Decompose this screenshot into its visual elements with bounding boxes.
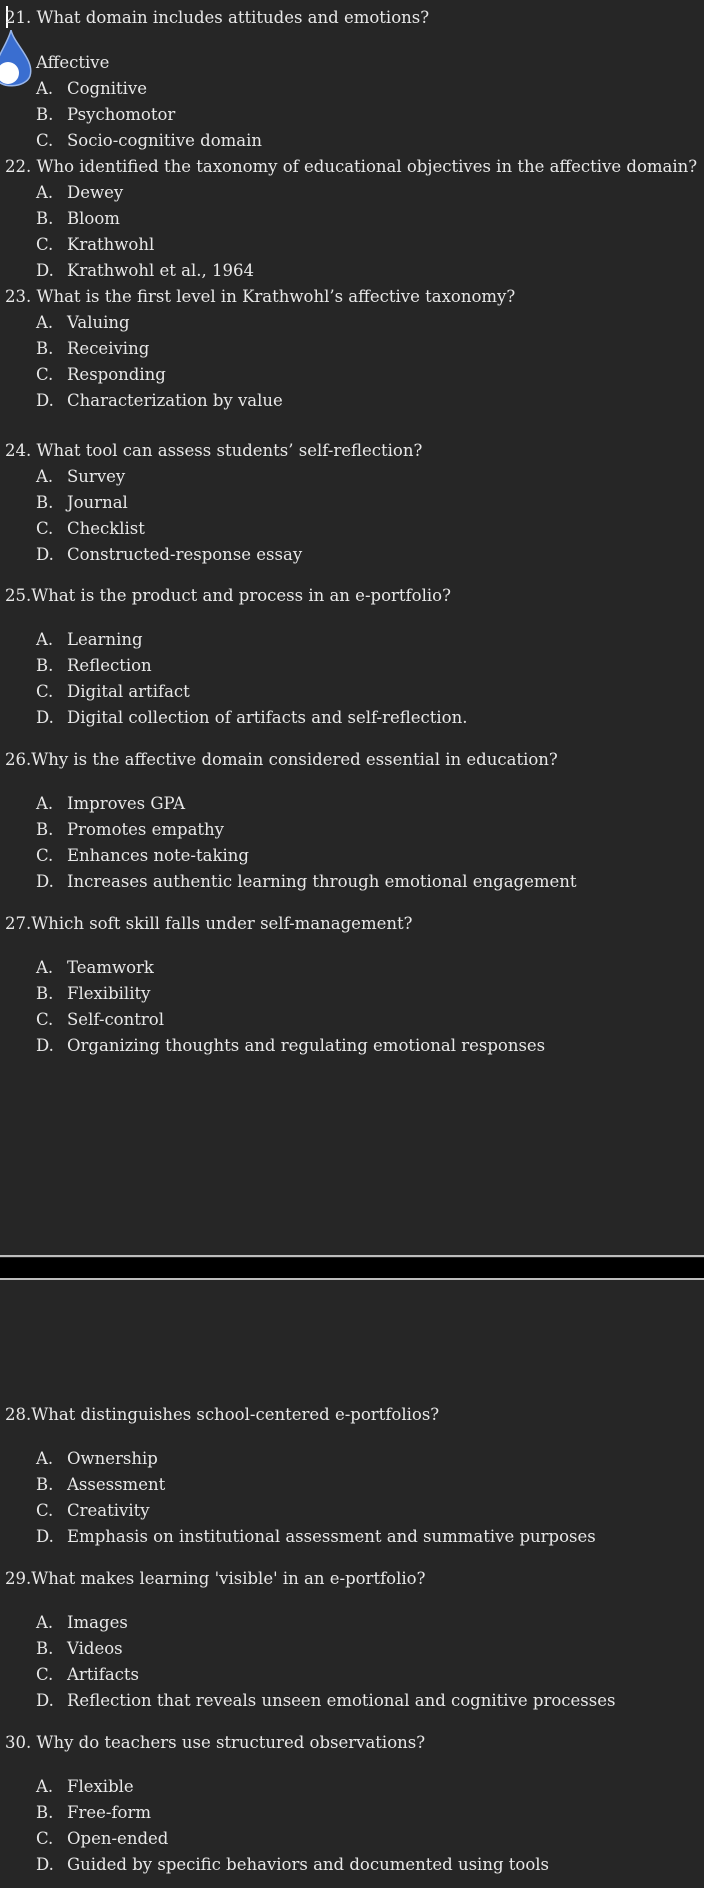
option-a: A. Improves GPA	[36, 794, 186, 813]
option-a: A. Ownership	[36, 1449, 158, 1468]
answer-text: Affective	[36, 53, 110, 72]
option-d: D. Emphasis on institutional assessment and summative purposes	[36, 1527, 596, 1546]
option-a: A. Teamwork	[36, 958, 154, 977]
question-29: 29.What makes learning 'visible' in an e-portfolio?	[5, 1569, 426, 1588]
option-d: D. Characterization by value	[36, 391, 283, 410]
option-c: C. Responding	[36, 365, 166, 384]
question-30: 30. Why do teachers use structured observations?	[5, 1733, 426, 1752]
option-a: A. Cognitive	[36, 79, 148, 98]
option-d: D. Increases authentic learning through emotional engagement	[36, 872, 577, 891]
question-21: 21. What domain includes attitudes and emotions?	[5, 8, 430, 27]
question-24: 24. What tool can assess students’ self-reflection?	[5, 441, 423, 460]
option-d: D. Reflection that reveals unseen emotional and cognitive processes	[36, 1691, 616, 1710]
option-d: D. Guided by specific behaviors and documented using tools	[36, 1855, 549, 1874]
option-a: A. Flexible	[36, 1777, 134, 1796]
page-break-edge	[0, 1278, 704, 1280]
question-23: 23. What is the first level in Krathwohl’s affective taxonomy?	[5, 287, 516, 306]
option-c: C. Socio-cognitive domain	[36, 131, 263, 150]
question-28: 28.What distinguishes school-centered e-portfolios?	[5, 1405, 440, 1424]
option-c: C. Self-control	[36, 1010, 164, 1029]
question-25: 25.What is the product and process in an e-portfolio?	[5, 586, 451, 605]
option-c: C. Enhances note-taking	[36, 846, 249, 865]
option-b: B. Videos	[36, 1639, 123, 1658]
page-break	[0, 1258, 704, 1278]
selection-handle-icon[interactable]	[0, 30, 36, 92]
option-c: C. Digital artifact	[36, 682, 190, 701]
option-d: D. Krathwohl et al., 1964	[36, 261, 254, 280]
option-c: C. Artifacts	[36, 1665, 139, 1684]
option-c: C. Krathwohl	[36, 235, 155, 254]
option-a: A. Images	[36, 1613, 128, 1632]
option-b: B. Assessment	[36, 1475, 166, 1494]
option-b: B. Receiving	[36, 339, 150, 358]
option-b: B. Free-form	[36, 1803, 152, 1822]
option-b: B. Reflection	[36, 656, 152, 675]
option-a: A. Dewey	[36, 183, 124, 202]
option-a: A. Learning	[36, 630, 143, 649]
option-a: A. Valuing	[36, 313, 130, 332]
option-c: C. Checklist	[36, 519, 145, 538]
page-break-edge	[0, 1255, 704, 1257]
question-27: 27.Which soft skill falls under self-management?	[5, 914, 413, 933]
option-b: B. Journal	[36, 493, 128, 512]
option-d: D. Digital collection of artifacts and self-reflection.	[36, 708, 468, 727]
question-26: 26.Why is the affective domain considered essential in education?	[5, 750, 558, 769]
option-b: B. Flexibility	[36, 984, 151, 1003]
option-b: B. Psychomotor	[36, 105, 176, 124]
option-d: D. Constructed-response essay	[36, 545, 303, 564]
question-22: 22. Who identified the taxonomy of educational objectives in the affective domain?	[5, 157, 698, 176]
option-d: D. Organizing thoughts and regulating emotional responses	[36, 1036, 546, 1055]
option-c: C. Creativity	[36, 1501, 150, 1520]
option-a: A. Survey	[36, 467, 126, 486]
option-b: B. Promotes empathy	[36, 820, 224, 839]
option-c: C. Open-ended	[36, 1829, 169, 1848]
option-b: B. Bloom	[36, 209, 120, 228]
